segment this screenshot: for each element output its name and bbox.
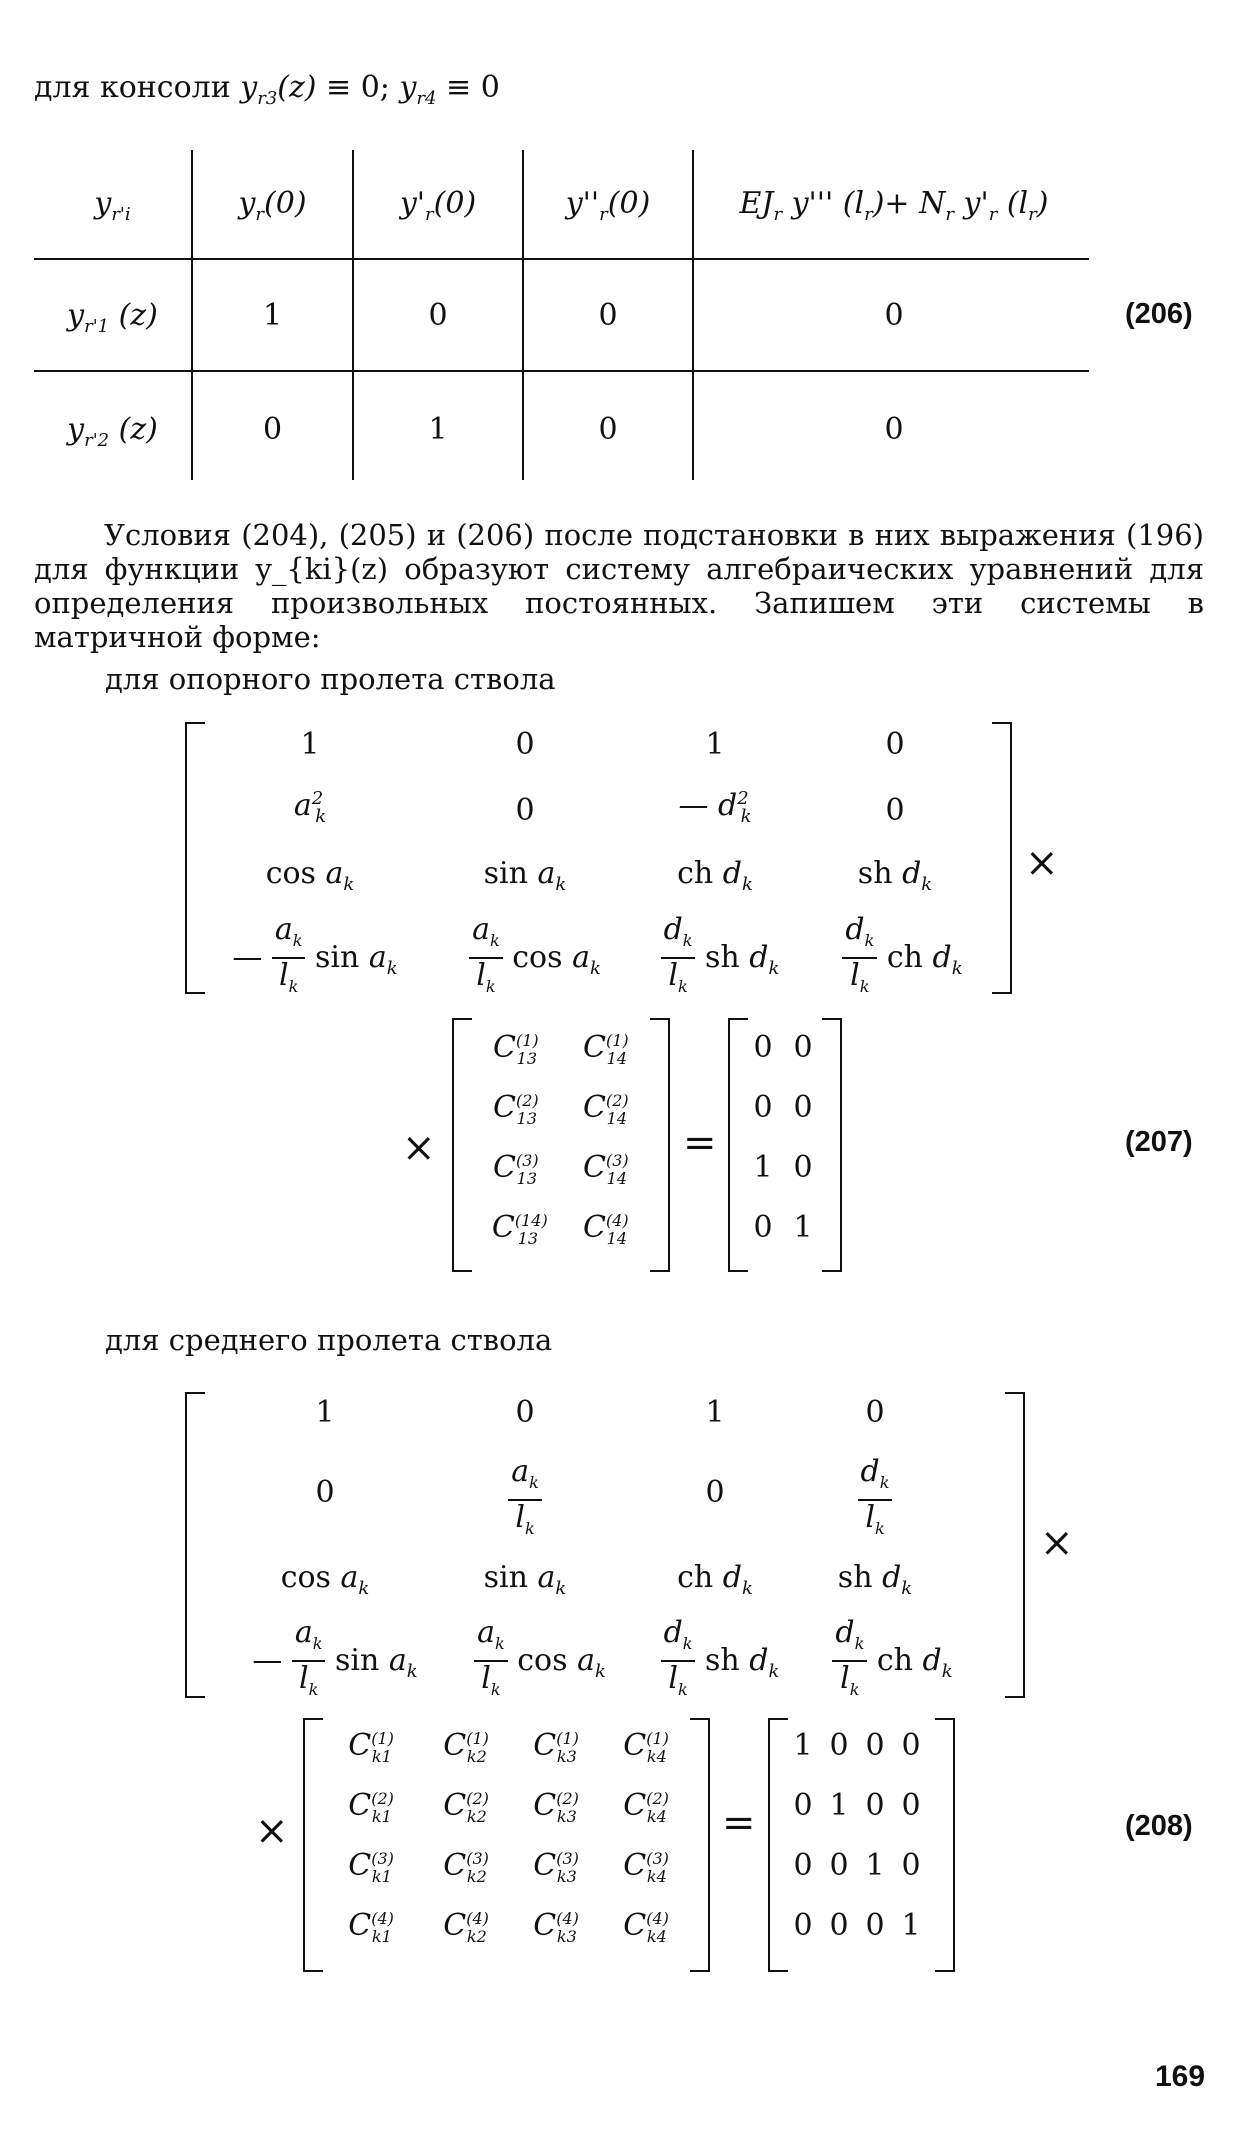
table-header: $y_{r'i}$: [94, 186, 131, 225]
intro-z: (z): [277, 70, 317, 105]
times-symbol: ×: [402, 1125, 436, 1171]
boundary-table: [34, 150, 1094, 480]
table-cell: 0: [428, 298, 448, 333]
matrix-cell: $C^{(1)}_{k4}$: [623, 1728, 669, 1766]
matrix-cell: $C^{(3)}_{k2}$: [443, 1848, 489, 1886]
intro-y4: y: [399, 70, 417, 105]
table-cell: 0: [598, 412, 618, 447]
table-cell: 0: [884, 298, 904, 333]
matrix-cell: $C^{(3)}_{k4}$: [623, 1848, 669, 1886]
matrix-cell: 0: [793, 1848, 813, 1883]
equals-symbol: =: [683, 1120, 717, 1166]
matrix-cell: $C^{(3)}_{k3}$: [533, 1848, 579, 1886]
matrix-cell: $C^{(2)}_{k1}$: [348, 1788, 394, 1826]
matrix-cell: 0: [865, 1908, 885, 1943]
equation-number: (208): [1125, 1810, 1193, 1842]
times-symbol: ×: [255, 1808, 289, 1854]
matrix-cell: $C^{(1)}_{k3}$: [533, 1728, 579, 1766]
equation-number: (206): [1125, 298, 1193, 330]
subheading-support-span: для опорного пролета ствола: [105, 662, 556, 696]
matrix-cell: $C^{(2)}_{k2}$: [443, 1788, 489, 1826]
matrix-cell: $C^{(4)}_{k4}$: [623, 1908, 669, 1946]
row-label: $y_{r'1}$ (z): [67, 298, 158, 337]
table-cell: 1: [262, 298, 283, 333]
matrix-cell: 0: [901, 1848, 921, 1883]
matrix-cell: 1: [901, 1908, 921, 1943]
matrix-cell: 0: [901, 1788, 921, 1823]
page-number: 169: [1155, 2060, 1206, 2093]
matrix-cell: $C^{(1)}_{k2}$: [443, 1728, 489, 1766]
subheading-middle-span: для среднего пролета ствола: [105, 1323, 553, 1357]
body-paragraph: [34, 518, 1204, 654]
table-cell: 0: [598, 298, 618, 333]
matrix-cell: 1: [829, 1788, 849, 1823]
times-symbol: ×: [1040, 1520, 1074, 1566]
times-symbol: ×: [1025, 840, 1059, 886]
matrix-cell: $C^{(2)}_{k3}$: [533, 1788, 579, 1826]
matrix-cell: 0: [829, 1908, 849, 1943]
table-cell: 0: [262, 412, 283, 447]
matrix-cell: $C^{(2)}_{k4}$: [623, 1788, 669, 1826]
intro-eq2: ≡ 0: [446, 70, 500, 105]
matrix-cell: 0: [793, 1788, 813, 1823]
matrix-cell: 0: [829, 1848, 849, 1883]
intro-eq1: ≡ 0;: [326, 70, 390, 105]
matrix-cell: $C^{(4)}_{k3}$: [533, 1908, 579, 1946]
equals-symbol: =: [722, 1800, 756, 1846]
equation-number: (207): [1125, 1126, 1193, 1158]
intro-line: [34, 70, 500, 109]
paragraph-text: Условия (204), (205) и (206) после подстановки в них выражения (196) для функции y_{ki}(z) образуют систему алгебраических уравнений для определения произвольных постоянных. Запишем эти системы в матричной форме:: [34, 518, 1204, 654]
table-header: $EJ_r$ y''' $(l_r)+ N_r$ $y'_r$ $(l_r)$: [739, 186, 1049, 225]
matrix-cell: 1: [793, 1728, 813, 1763]
matrix-cell: $C^{(4)}_{k1}$: [348, 1908, 394, 1946]
matrix-cell: 0: [829, 1728, 849, 1763]
table-header: $y_r(0)$: [238, 186, 307, 225]
table-header: $y'_r(0)$: [399, 186, 477, 225]
table-cell: 0: [884, 412, 904, 447]
intro-y3: y: [240, 70, 258, 105]
matrix-cell: 0: [865, 1788, 885, 1823]
matrix-cell: 0: [901, 1728, 921, 1763]
matrix-cell: 0: [865, 1728, 885, 1763]
matrix-cell: $C^{(1)}_{k1}$: [348, 1728, 394, 1766]
table-header: $y''_r(0)$: [565, 186, 651, 225]
intro-text: для консоли: [34, 70, 231, 105]
intro-s3: r3: [257, 88, 278, 109]
matrix-cell: 0: [793, 1908, 813, 1943]
matrix-cell: $C^{(4)}_{k2}$: [443, 1908, 489, 1946]
matrix-cell: 1: [865, 1848, 885, 1883]
page: для консоли $y_{r3}(z) \equiv 0$; $y_{r4} \equiv 0$ $y_{r'i}$ $y_r(0)$ $y'_r(0)$ $y''_r(0)$ $EJ_r$ y''' $(l_r)+ N_r$ $y'_r$ $(l_r)$ $y_{r'1}$ (z) 1 0 0 0 $y_{r'2}$ (z) 0 1 0 0 (206) Условия (204), (205) и (206) после подстановки в них выражения (196) для функции y_{ki}(z) образуют систему алгебраических уравнений для определения произвольных постоянных. Запишем эти системы в матричной форме: для опорного пролета ствола 1 0 1 0 $a^2_k$ 0 — $d^2_k$ 0 $\cos a_k$ $\sin a_k$ ch $d_k$ sh $d_k$ — $\frac{a_k}{l_k}$ $\sin a_k$ $\frac{a_k}{l_k}$ $\cos a_k$ $\frac{d_k}{l_k}$ sh $d_k$ $\frac{d_k}{l_k}$ ch $d_k$ × × $C^{(1)}_{13}$ $C^{(1)}_{14}$ $C^{(2)}_{13}$ $C^{(2)}_{14}$ $C^{(3)}_{13}$ $C^{(3)}_{14}$ $C^{(14)}_{13}$ $C^{(4)}_{14}$ = 0 0 0 0 1 0 0 1 (207) для среднего пролета ствола 1 0 1 0 0 $\frac{a_k}{l_k}$ 0 $\frac{d_k}{l_k}$ $\cos a_k$ $\sin a_k$ ch $d_k$ sh $d_k$ — $\frac{a_k}{l_k}$ $\sin a_k$ $\frac{a_k}{l_k}$ $\cos a_k$ $\frac{d_k}{l_k}$ sh $d_k$ $\frac{d_k}{l_k}$ ch $d_k$ × × $C^{(1)}_{k1}$ $C^{(1)}_{k2}$ $C^{(1)}_{k3}$ $C^{(1)}_{k4}$ $C^{(2)}_{k1}$ $C^{(2)}_{k2}$ $C^{(2)}_{k3}$ $C^{(2)}_{k4}$ $C^{(3)}_{k1}$ $C^{(3)}_{k2}$ $C^{(3)}_{k3}$ $C^{(3)}_{k4}$ $C^{(4)}_{k1}$ $C^{(4)}_{k2}$ $C^{(4)}_{k3}$ $C^{(4)}_{k4}$ = 1 0 0 0 0 1 0 0 0 0 1 0 0 0 0 1 (208) 169: [34, 70, 1206, 2093]
row-label: $y_{r'2}$ (z): [67, 412, 158, 451]
table-cell: 1: [428, 412, 448, 447]
matrix-cell: $C^{(3)}_{k1}$: [348, 1848, 394, 1886]
intro-s4: r4: [416, 88, 437, 109]
